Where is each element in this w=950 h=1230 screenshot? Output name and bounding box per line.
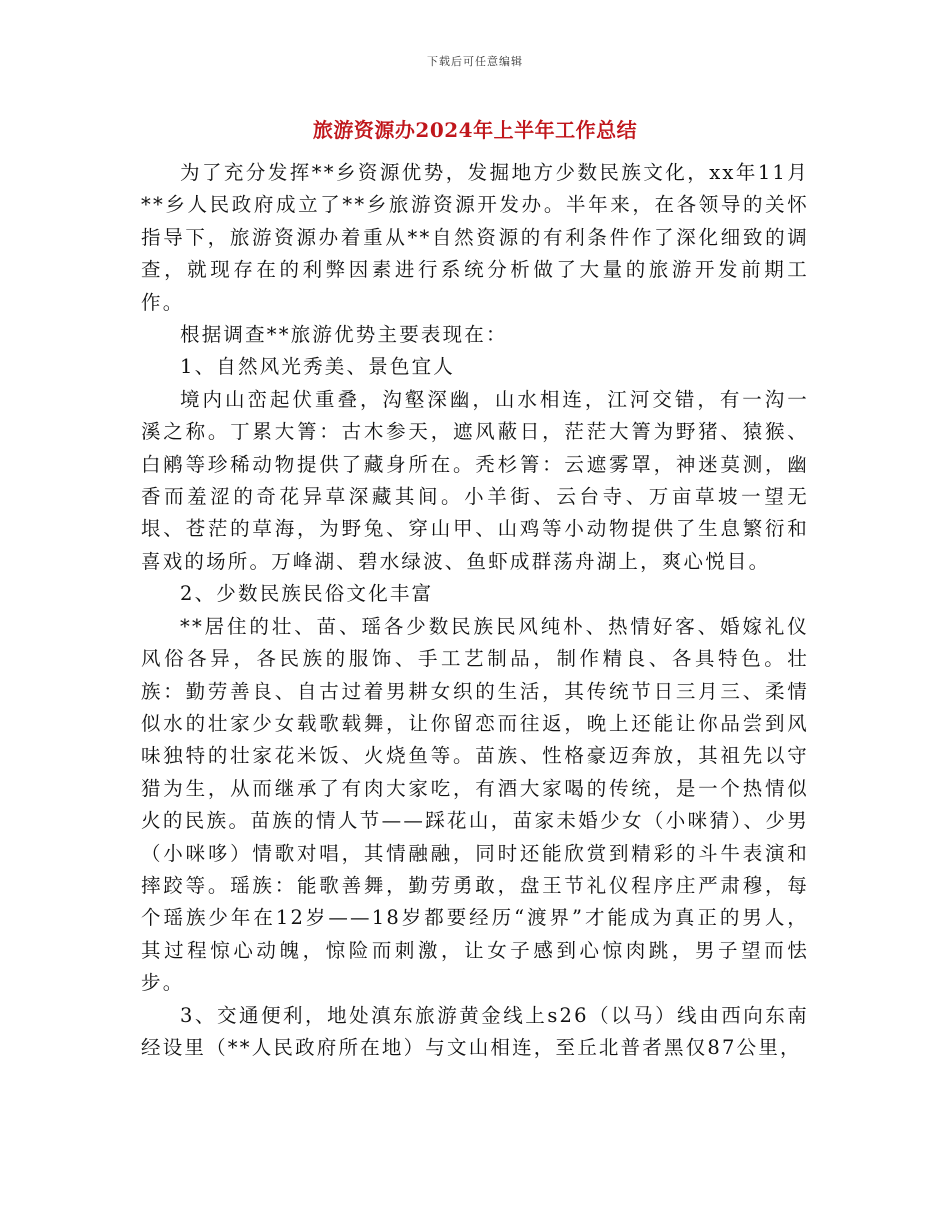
- header-note: 下载后可任意编辑: [427, 55, 523, 68]
- paragraph-culture: **居住的壮、苗、瑶各少数民族民风纯朴、热情好客、婚嫁礼仪风俗各异，各民族的服饰、手工艺制品，制作精良、各具特色。壮族：勤劳善良、自古过着男耕女织的生活，其传统节日三月三、柔情似水的壮家少女载歌载舞，让你留恋而往返，晚上还能让你品尝到风味独特的壮家花米饭、火烧鱼等。苗族、性格豪迈奔放，其祖先以守猎为生，从而继承了有肉大家吃，有酒大家喝的传统，是一个热情似火的民族。苗族的情人节——踩花山，苗家未婚少女（小咪猜）、少男（小咪哆）情歌对唱，其情融融，同时还能欣赏到精彩的斗牛表演和摔跤等。瑶族：能歌善舞，勤劳勇敢，盘王节礼仪程序庄严肃穆，每个瑶族少年在12岁——18岁都要经历“渡界”才能成为真正的男人，其过程惊心动魄，惊险而刺激，让女子感到心惊肉跳，男子望而怯步。: [141, 614, 809, 995]
- paragraph-intro: 为了充分发挥**乡资源优势，发掘地方少数民族文化，xx年11月**乡人民政府成立了**乡旅游资源开发办。半年来，在各领导的关怀指导下，旅游资源办着重从**自然资源的有利条件作了深化细致的调查，就现存在的利弊因素进行系统分析做了大量的旅游开发前期工作。: [141, 161, 809, 314]
- document-title: 旅游资源办2024年上半年工作总结: [312, 118, 638, 142]
- paragraph-survey-lead: 根据调查**旅游优势主要表现在：: [180, 323, 508, 347]
- section-heading-culture: 2、少数民族民俗文化丰富: [180, 582, 434, 606]
- document-body: [141, 157, 809, 1064]
- section-heading-scenery: 1、自然风光秀美、景色宜人: [180, 355, 456, 379]
- paragraph-transport: 3、交通便利，地处滇东旅游黄金线上s26（以马）线由西向东南经设里（**人民政府所在地）与文山相连，至丘北普者黑仅87公里，: [141, 1003, 809, 1059]
- paragraph-scenery: 境内山峦起伏重叠，沟壑深幽，山水相连，江河交错，有一沟一溪之称。丁累大箐：古木参天，遮风蔽日，茫茫大箐为野猪、猿猴、白鹇等珍稀动物提供了藏身所在。秃杉箐：云遮雾罩，神迷莫测，幽香而羞涩的奇花异草深藏其间。小羊街、云台寺、万亩草坡一望无垠、苍茫的草海，为野兔、穿山甲、山鸡等小动物提供了生息繁衍和喜戏的场所。万峰湖、碧水绿波、鱼虾成群荡舟湖上，爽心悦目。: [141, 387, 809, 573]
